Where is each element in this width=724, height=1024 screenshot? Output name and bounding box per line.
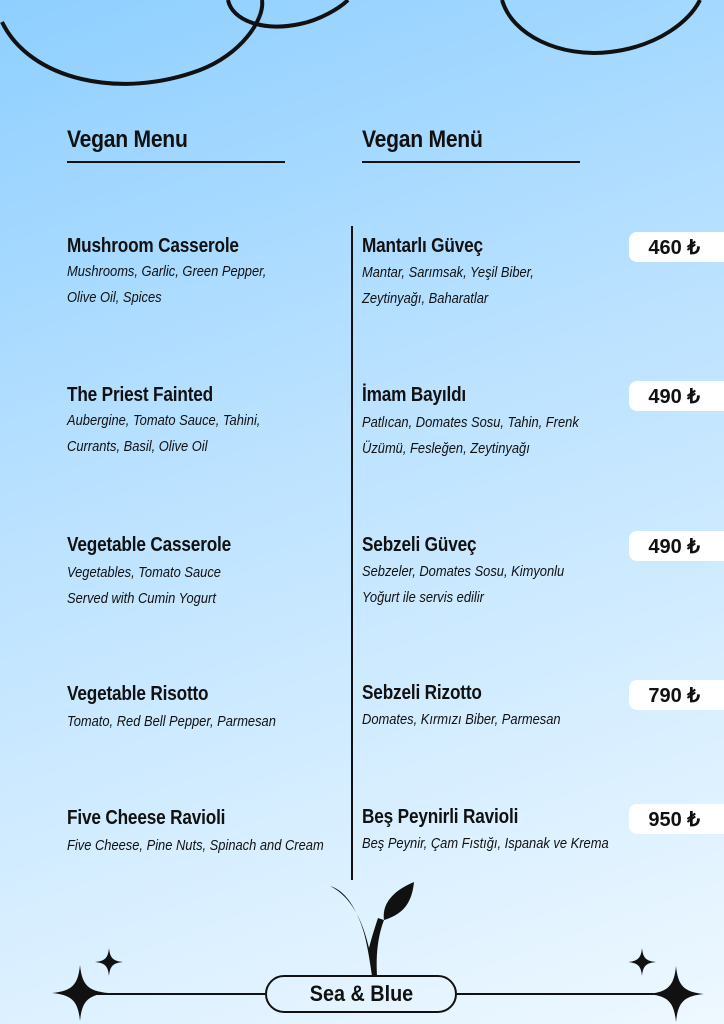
- footer-rule-left: [95, 993, 265, 995]
- menu-item-en-desc: Tomato, Red Bell Pepper, Parmesan: [67, 713, 276, 730]
- menu-item-tr-title: Mantarlı Güveç: [362, 235, 483, 257]
- menu-item-tr-title: Sebzeli Güveç: [362, 534, 477, 556]
- footer-rule-right: [457, 993, 657, 995]
- menu-item-tr-desc: Patlıcan, Domates Sosu, Tahin, Frenk Üzümü, Fesleğen, Zeytinyağı: [362, 414, 579, 457]
- brand-badge: [265, 975, 457, 1013]
- menu-item-en-desc: Mushrooms, Garlic, Green Pepper, Olive Oil, Spices: [67, 263, 267, 306]
- menu-item-en-title: The Priest Fainted: [67, 384, 214, 406]
- menu-item-tr-desc: Mantar, Sarımsak, Yeşil Biber, Zeytinyağı, Baharatlar: [362, 264, 534, 307]
- price-tag: 790 ₺: [629, 680, 724, 710]
- menu-item-tr-title: İmam Bayıldı: [362, 384, 467, 406]
- menu-item-en-desc: Aubergine, Tomato Sauce, Tahini, Currants, Basil, Olive Oil: [67, 412, 261, 455]
- menu-item-tr-title: Sebzeli Rizotto: [362, 682, 482, 704]
- menu-item-tr-title: Beş Peynirli Ravioli: [362, 806, 519, 828]
- turkish-heading-rule: [362, 161, 580, 163]
- menu-item-tr-desc: Domates, Kırmızı Biber, Parmesan: [362, 711, 561, 728]
- menu-item-en-desc: Vegetables, Tomato Sauce Served with Cumin Yogurt: [67, 564, 221, 607]
- menu-item-en-title: Five Cheese Ravioli: [67, 807, 226, 829]
- menu-item-tr-desc: Sebzeler, Domates Sosu, Kimyonlu Yoğurt ile servis edilir: [362, 563, 565, 606]
- sparkle-star-icon: [95, 948, 123, 976]
- menu-item-en-desc: Five Cheese, Pine Nuts, Spinach and Cream: [67, 837, 324, 854]
- price-tag: 950 ₺: [629, 804, 724, 834]
- sparkle-star-icon: [628, 948, 656, 976]
- menu-item-en-title: Vegetable Casserole: [67, 534, 232, 556]
- menu-item-en-title: Mushroom Casserole: [67, 235, 239, 257]
- english-heading-rule: [67, 161, 285, 163]
- leaf-v-icon: [322, 878, 422, 978]
- price-tag: 490 ₺: [629, 381, 724, 411]
- english-menu-heading: Vegan Menu: [67, 126, 188, 153]
- column-divider: [351, 226, 353, 880]
- brand-name: Sea & Blue: [309, 981, 413, 1006]
- price-tag: 460 ₺: [629, 232, 724, 262]
- turkish-menu-heading: Vegan Menü: [362, 126, 483, 153]
- price-tag: 490 ₺: [629, 531, 724, 561]
- menu-item-tr-desc: Beş Peynir, Çam Fıstığı, Ispanak ve Krema: [362, 835, 609, 852]
- menu-item-en-title: Vegetable Risotto: [67, 683, 209, 705]
- swirl-decoration: [0, 0, 724, 120]
